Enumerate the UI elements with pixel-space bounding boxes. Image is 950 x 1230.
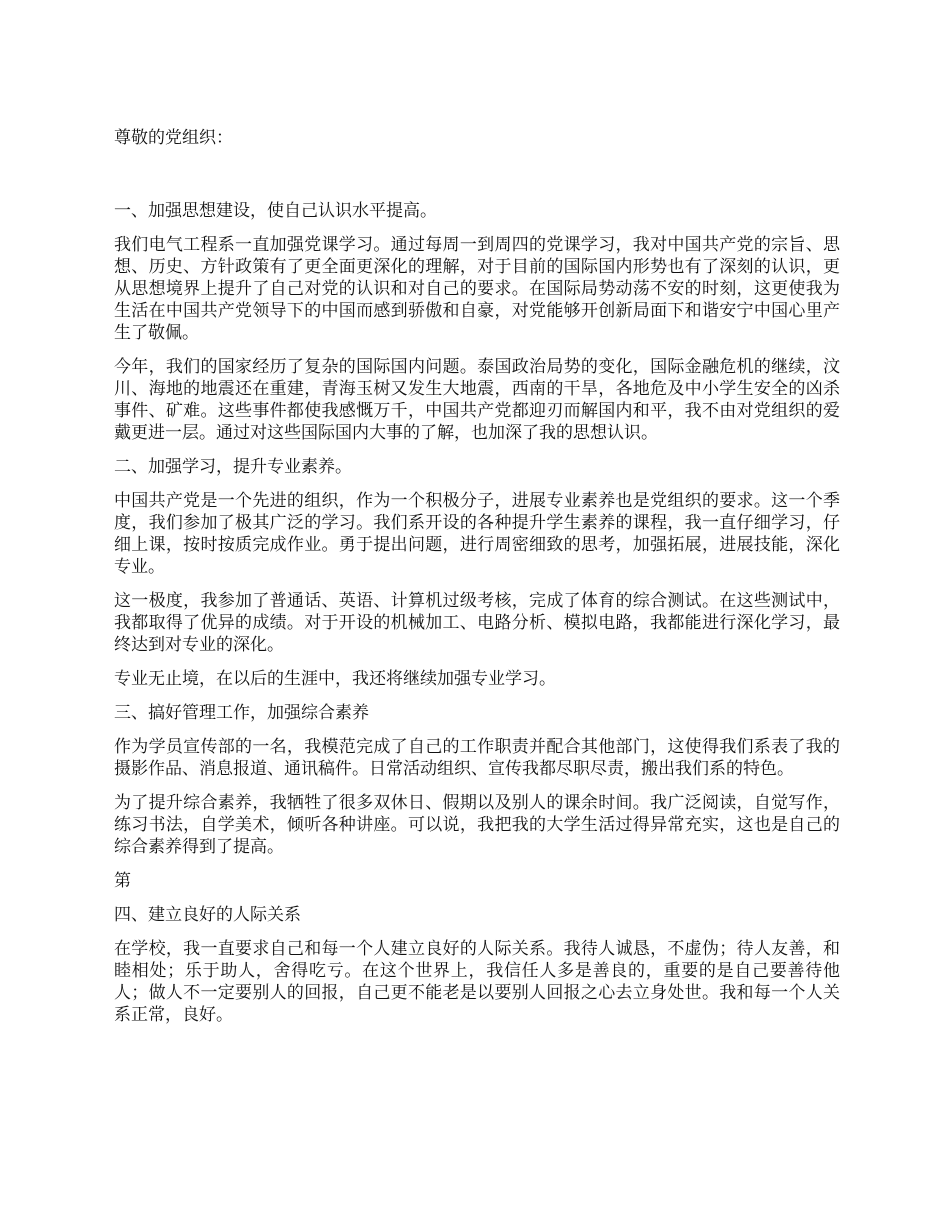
paragraph: 我们电气工程系一直加强党课学习。通过每周一到周四的党课学习，我对中国共产党的宗旨、思想、历史、方针政策有了更全面更深化的理解，对于目前的国际国内形势也有了深刻的认识，更从思想境界上提升了自己对党的认识和对自己的要求。在国际局势动荡不安的时刻，这更使我为生活在中国共产党领导下的中国而感到骄傲和自豪，对党能够开创新局面下和谐安宁中国心里产生了敬佩。 xyxy=(114,235,840,343)
stray-text: 第 xyxy=(114,871,131,891)
paragraph: 今年，我们的国家经历了复杂的国际国内问题。泰国政治局势的变化，国际金融危机的继续，汶川、海地的地震还在重建，青海玉树又发生大地震，西南的干旱，各地危及中小学生安全的凶杀事件、矿难。这些事件都使我感慨万千，中国共产党都迎刃而解国内和平，我不由对党组织的爱戴更进一层。通过对这些国际国内大事的了解，也加深了我的思想认识。 xyxy=(114,357,840,443)
section-heading-4: 四、建立良好的人际关系 xyxy=(114,905,301,925)
section-heading-2: 二、加强学习，提升专业素养。 xyxy=(114,457,352,477)
paragraph: 专业无止境，在以后的生涯中，我还将继续加强专业学习。 xyxy=(114,669,556,689)
salutation: 尊敬的党组织： xyxy=(114,128,233,148)
section-heading-3: 三、搞好管理工作，加强综合素养 xyxy=(114,703,369,723)
paragraph: 中国共产党是一个先进的组织，作为一个积极分子，进展专业素养也是党组织的要求。这一个季度，我们参加了极其广泛的学习。我们系开设的各种提升学生素养的课程，我一直仔细学习，仔细上课，按时按质完成作业。勇于提出问题，进行周密细致的思考，加强拓展，进展技能，深化专业。 xyxy=(114,491,840,577)
paragraph: 为了提升综合素养，我牺牲了很多双休日、假期以及别人的课余时间。我广泛阅读，自觉写作，练习书法，自学美术，倾听各种讲座。可以说，我把我的大学生活过得异常充实，这也是自己的综合素养得到了提高。 xyxy=(114,793,840,857)
paragraph: 在学校，我一直要求自己和每一个人建立良好的人际关系。我待人诚恳，不虚伪；待人友善，和睦相处；乐于助人，舍得吃亏。在这个世界上，我信任人多是善良的，重要的是自己要善待他人；做人不一定要别人的回报，自己更不能老是以要别人回报之心去立身处世。我和每一个人关系正常，良好。 xyxy=(114,939,840,1025)
paragraph: 这一极度，我参加了普通话、英语、计算机过级考核，完成了体育的综合测试。在这些测试中，我都取得了优异的成绩。对于开设的机械加工、电路分析、模拟电路，我都能进行深化学习，最终达到对专业的深化。 xyxy=(114,591,840,655)
section-heading-1: 一、加强思想建设，使自己认识水平提高。 xyxy=(114,201,437,221)
paragraph: 作为学员宣传部的一名，我模范完成了自己的工作职责并配合其他部门，这使得我们系表了我的摄影作品、消息报道、通讯稿件。日常活动组织、宣传我都尽职尽责，搬出我们系的特色。 xyxy=(114,737,840,779)
document-page xyxy=(114,127,840,1038)
